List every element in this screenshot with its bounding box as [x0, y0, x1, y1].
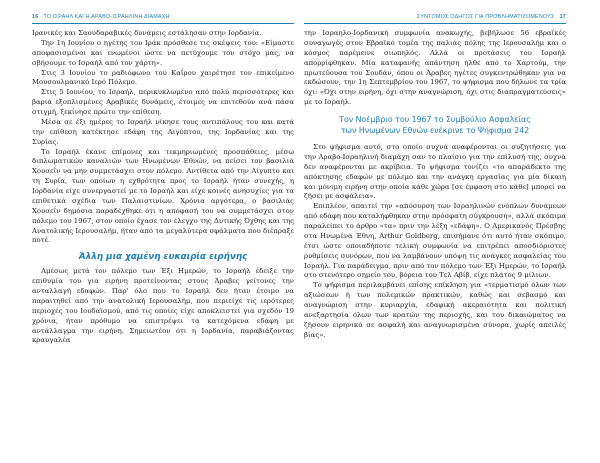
left-running-header	[32, 14, 294, 24]
left-page	[32, 14, 294, 463]
left-header-title: ΤΟ ΙΣΡΑΗΛ ΚΑΙ Η ΑΡΑΒΟ-ΙΣΡΑΗΛΙΝΗ ΔΙΑΜΑΧΗ	[43, 14, 170, 20]
right-running-header	[304, 14, 566, 24]
paragraph: Ιρανικές και Σαουδαραβικές δυνάμεις εστάλησαν στην Ιορδανία.	[32, 29, 262, 37]
section-heading	[304, 115, 566, 136]
paragraph: Το Ισραήλ έκανε επίμονες και τεκμηριωμένες προσπάθειες, μέσω διπλωματικών καναλιών των Ηνωμένων Εθνών, να πείσει τον βασιλιά Χουσεΐν να μην συμμετάσχει στον πόλεμο. Αντίθετα από την Αίγυπτο και τη Συρία, των οποίων η εχθρότητα προς το Ισραήλ ήταν συνεχής, η Ιορδανία είχε συνεργαστεί με το Ισραήλ και είχε κοινές ανησυχίες για τα επιθετικά σχέδια των Παλαιστινίων. Χρόνια αργότερα, ο βασιλιάς Χουσεΐν δημόσια παραδέχθηκε ότι η απόφασή του να συμμετάσχει στον πόλεμο του 1967, στον οποίο έχασε τον έλεγχο της Δυτικής Όχθης και της Ανατολικής Ιερουσαλήμ, ήταν από τα μεγαλύτερα σφάλματα που διέπραξε ποτέ.	[32, 147, 295, 245]
paragraph: Την 1η Ιουνίου ο ηγέτης του Ιράκ πρόσθεσε τις σκέψεις του: «Είμαστε αποφασισμένοι και ενωμένοι ώστε να πετύχουμε τον στόχο μας, να σβήσουμε το Ισραήλ από τον χάρτη».	[32, 38, 294, 67]
paragraph: την Ισραηλο-Ιορδανική συμφωνία ανακωχής, βεβήλωσε 56 εβραϊκές συναγωγές στον Εβραϊκό τομέα της παλιάς πόλης της Ιερουσαλήμ και ο κόσμος παρέμεινε σιωπηλός. Αλλά οι προτάσεις του Ισραήλ απορρίφθηκαν. Μία καταφανής απάντηση ήλθε από το Χαρτούμ, την πρωτεύουσα του Σουδάν, όπου οι Άραβες ηγέτες συγκεντρώθηκαν για να εκδώσουν, την 1η Σεπτεμβρίου του 1967, το ψήφισμα που δήλωνε τα τρία όχι: «Όχι στην ειρήνη, όχι στην αναγνώριση, όχι στις διαπραγματεύσεις» με το Ισραήλ.	[304, 29, 566, 107]
right-page-number: 17	[559, 14, 566, 20]
section-heading-line: των Ηνωμένων Εθνών ενέκρινε το Ψήφισμα 242	[340, 125, 530, 135]
right-page	[304, 14, 566, 463]
paragraph: Το ψήφισμα περιλαμβάνει επίσης επίκληση για «τερματισμό όλων των αξιώσεων ή των πολεμικών πρακτικών, καθώς και σεβασμό και αναγνώριση στην κυριαρχία, εδαφική ακεραιότητα και πολιτική ανεξαρτησία όλων των κρατών της περιοχής, και του δικαιώματος να ζήσουν ειρηνικά σε ασφαλή και αναγνωρισμένα σύνορα, χωρίς απειλές βίας».	[304, 281, 566, 339]
section-heading: Άλλη μια χαμένη ευκαιρία ειρήνης	[78, 252, 248, 263]
paragraph: Αμέσως μετά τον πόλεμο των Έξι Ημερών, το Ισραήλ έδειξε την επιθυμία του για ειρήνη προτείνοντας στους Άραβες γείτονες την ανταλλαγή εδαφών. Παρ' όλο που το Ισραήλ δεν ήταν έτοιμο να παραιτηθεί από την ανατολική Ιερουσαλήμ, που περιείχε τις ιερότερες περιοχές του Ιουδαϊσμού, από τις οποίες είχε αποκλειστεί για σχεδόν 19 χρόνια, ήταν πρόθυμο να επιστρέψει τα κατεχόμενα εδάφη με αντάλλαγμα την ειρήνη. Σημειωτέον ότι η Ιορδανία, παραβιάζοντας κραυγαλέα	[32, 267, 294, 345]
paragraph: Στις 5 Ιουνίου, το Ισραήλ, περικυκλωμένο από πολύ περισσότερες και βαριά εξοπλισμένες Αραβικές δυνάμεις, έτοιμες να επιτεθούν ανά πάσα στιγμή, ξεκίνησε πρώτο την επίθεση.	[32, 88, 294, 116]
paragraph: Μέσα σε έξι ημέρες το Ισραήλ νίκησε τους αντιπάλους του και κατά την επίθεση κατέκτησε εδάφη της Αιγύπτου, της Ιορδανίας και της Συρίας.	[32, 117, 294, 146]
paragraph: Στο ψήφισμα αυτό, στο οποίο συχνά αναφέρονται οι συζητήσεις για την Αραβο-Ισραηλινή διαμάχη σαν το πλαίσιο για την επίλυσή της, συχνά δεν αναφέρονται με ακρίβεια. Το ψήφισμα τονίζει «το απαράδεκτο της απόκτησης εδαφών με πόλεμο και την ανάγκη εργασίας για μία δίκαιη και μόνιμη ειρήνη στην οποία κάθε χώρα [σε έμφαση στο κάθε] μπορεί να ζήσει με ασφάλεια».	[304, 143, 566, 201]
left-page-number: 16	[32, 14, 39, 20]
paragraph: Στις 3 Ιουνίου το ραδιόφωνο του Καΐρου χαιρέτησε τον επικείμενο Μουσουλμανικό Ιερό Πόλεμο.	[32, 68, 294, 87]
right-header-title: ΣΥΝΤΟΜΟΣ ΟΔΗΓΟΣ ΓΙΑ ΠΡΟΒΛΗΜΑΤΙΖΟΜΕΝΟΥΣ	[416, 14, 555, 20]
paragraph: Επιπλέον, απαιτεί την «απόσυρση των Ισραηλινών ενόπλων δυνάμεων από εδάφη που καταλήφθηκαν στην πρόσφατη σύγκρουση», αλλά σκόπιμα παραλείπει το άρθρο «τα» πριν την λέξη «εδάφη». Ο Αμερικανός Πρέσβης στα Ηνωμένα Έθνη, Arthur Goldberg, επισήμανε ότι αυτό ήταν σκόπιμο, έτσι ώστε οποιαδήποτε τελική συμφωνία να επιτρέπει αποσδιόριστες ρυθμίσεις συνόρων, που να λαμβάνουν υπόψη τις ανάγκες ασφαλείας του Ισραήλ. Για παράδειγμα, πριν από τον πόλεμο των Έξι Ημερών, το Ισραήλ στο στενότερο σημείο του, βόρεια του Τελ Αβίβ, είχε πλάτος 9 μίλιων.	[304, 202, 566, 280]
section-heading-line: Τον Νοέμβριο του 1967 το Συμβούλιο Ασφαλείας	[339, 115, 531, 124]
